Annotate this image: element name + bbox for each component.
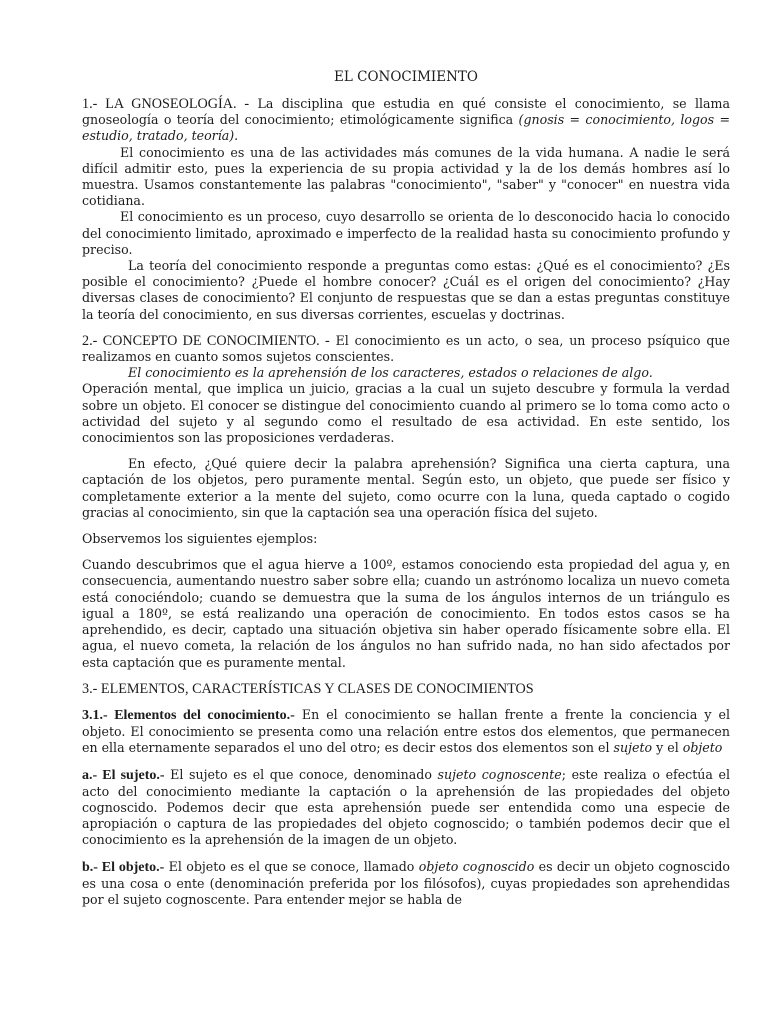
section-2-paragraph: Observemos los siguientes ejemplos: [82, 531, 318, 547]
section-2-paragraph: Cuando descubrimos que el agua hierve a 100º, estamos conociendo esta propiedad del agua y, en consecuencia, aumentando nuestro saber sobre ella; cuando un astrónomo localiza un nuevo cometa está conociéndolo; cuando se demuestra que la suma de los ángulos internos de un triángulo es igual a 180º, se está realizando una operación de conocimiento. En todos estos casos se ha aprehendido, es decir, captado una situación objetiva sin haber operado físicamente sobre ella. El agua, el nuevo cometa, la relación de los ángulos no han sufrido nada, no han sido afectados por esta captación que es puramente mental. [82, 557, 730, 670]
document-title: EL CONOCIMIENTO [334, 69, 478, 85]
sujeto-heading: a.- El sujeto.- [82, 767, 165, 783]
definition: El conocimiento es la aprehensión de los caracteres, estados o relaciones de algo. [128, 365, 653, 381]
subsection-sujeto: a.- El sujeto.- El sujeto es el que conoce, denominado sujeto cognoscente; este realiza o efectúa el acto del conocimiento mediante la captación o la aprehensión de las propiedades del objeto cognoscido. Podemos decir que esta aprehensión puede ser entendida como una especie de apropiación o captura de las propiedades del objeto cognoscido; o también podemos decir que el conocimiento es la aprehensión de la imagen de un objeto. [82, 766, 730, 848]
section-3-heading: 3.- ELEMENTOS, CARACTERÍSTICAS Y CLASES DE CONOCIMIENTOS [82, 680, 534, 697]
section-1-intro: 1.- LA GNOSEOLOGÍA. - La disciplina que estudia en qué consiste el conocimiento, se llama gnoseología o teoría del conocimiento; etimológicamente significa (gnosis = conocimiento, logos = estudio, tratado, teoría). [82, 96, 730, 144]
section-1-paragraph: La teoría del conocimiento responde a preguntas como estas: ¿Qué es el conocimiento? ¿Es posible el conocimiento? ¿Puede el hombre conocer? ¿Cuál es el origen del conocimiento? ¿Hay diversas clases de conocimiento? El conjunto de respuestas que se dan a estas preguntas constituye la teoría del conocimiento, en sus diversas corrientes, escuelas y doctrinas. [82, 258, 730, 322]
section-2-paragraph: En efecto, ¿Qué quiere decir la palabra aprehensión? Significa una cierta captura, una captación de los objetos, pero puramente mental. Según esto, un objeto, que puede ser físico y completamente exterior a la mente del sujeto, como ocurre con la luna, queda captado o cogido gracias al conocimiento, sin que la captación sea una operación física del sujeto. [82, 456, 730, 520]
section-2-heading: 2.- CONCEPTO DE CONOCIMIENTO. - [82, 332, 330, 349]
section-1-paragraph: El conocimiento es un proceso, cuyo desarrollo se orienta de lo desconocido hacia lo conocido del conocimiento limitado, aproximado e imperfecto de la realidad hasta su conocimiento profundo y preciso. [82, 209, 730, 257]
etymology-text: (gnosis = conocimiento, logos = estudio, tratado, teoría). [82, 112, 730, 144]
subsection-3-1-heading: 3.1.- Elementos del conocimiento.- [82, 707, 295, 723]
section-1-paragraph: El conocimiento es una de las actividades más comunes de la vida humana. A nadie le será difícil admitir esto, pues la experiencia de su propia actividad y la de los demás hombres así lo muestra. Usamos constantemente las palabras "conocimiento", "saber" y "conocer" en nuestra vida cotidiana. [82, 144, 730, 209]
section-1-heading: 1.- LA GNOSEOLOGÍA. - [82, 96, 250, 112]
subsection-objeto: b.- El objeto.- El objeto es el que se conoce, llamado objeto cognoscido es decir un objeto cognoscido es una cosa o ente (denominación preferida por los filósofos), cuyas propiedades son aprehendidas por el sujeto cognoscente. Para entender mejor se habla de [82, 858, 731, 907]
subsection-3-1: 3.1.- Elementos del conocimiento.- En el conocimiento se hallan frente a frente la conciencia y el objeto. El conocimiento se presenta como una relación entre estos dos elementos, que permanecen en ella eternamente separados el uno del otro; es decir estos dos elementos son el sujeto y el objeto [82, 706, 730, 756]
section-2-paragraph: Operación mental, que implica un juicio, gracias a la cual un sujeto descubre y formula la verdad sobre un objeto. El conocer se distingue del conocimiento cuando al primero se lo toma como acto o actividad del sujeto y al segundo como el resultado de esa actividad. En este sentido, los conocimientos son las proposiciones verdaderas. [82, 381, 730, 446]
section-2-intro: 2.- CONCEPTO DE CONOCIMIENTO. - El conocimiento es un acto, o sea, un proceso psíquico que realizamos en cuanto somos sujetos conscientes. [82, 332, 730, 365]
objeto-heading: b.- El objeto.- [82, 859, 165, 875]
